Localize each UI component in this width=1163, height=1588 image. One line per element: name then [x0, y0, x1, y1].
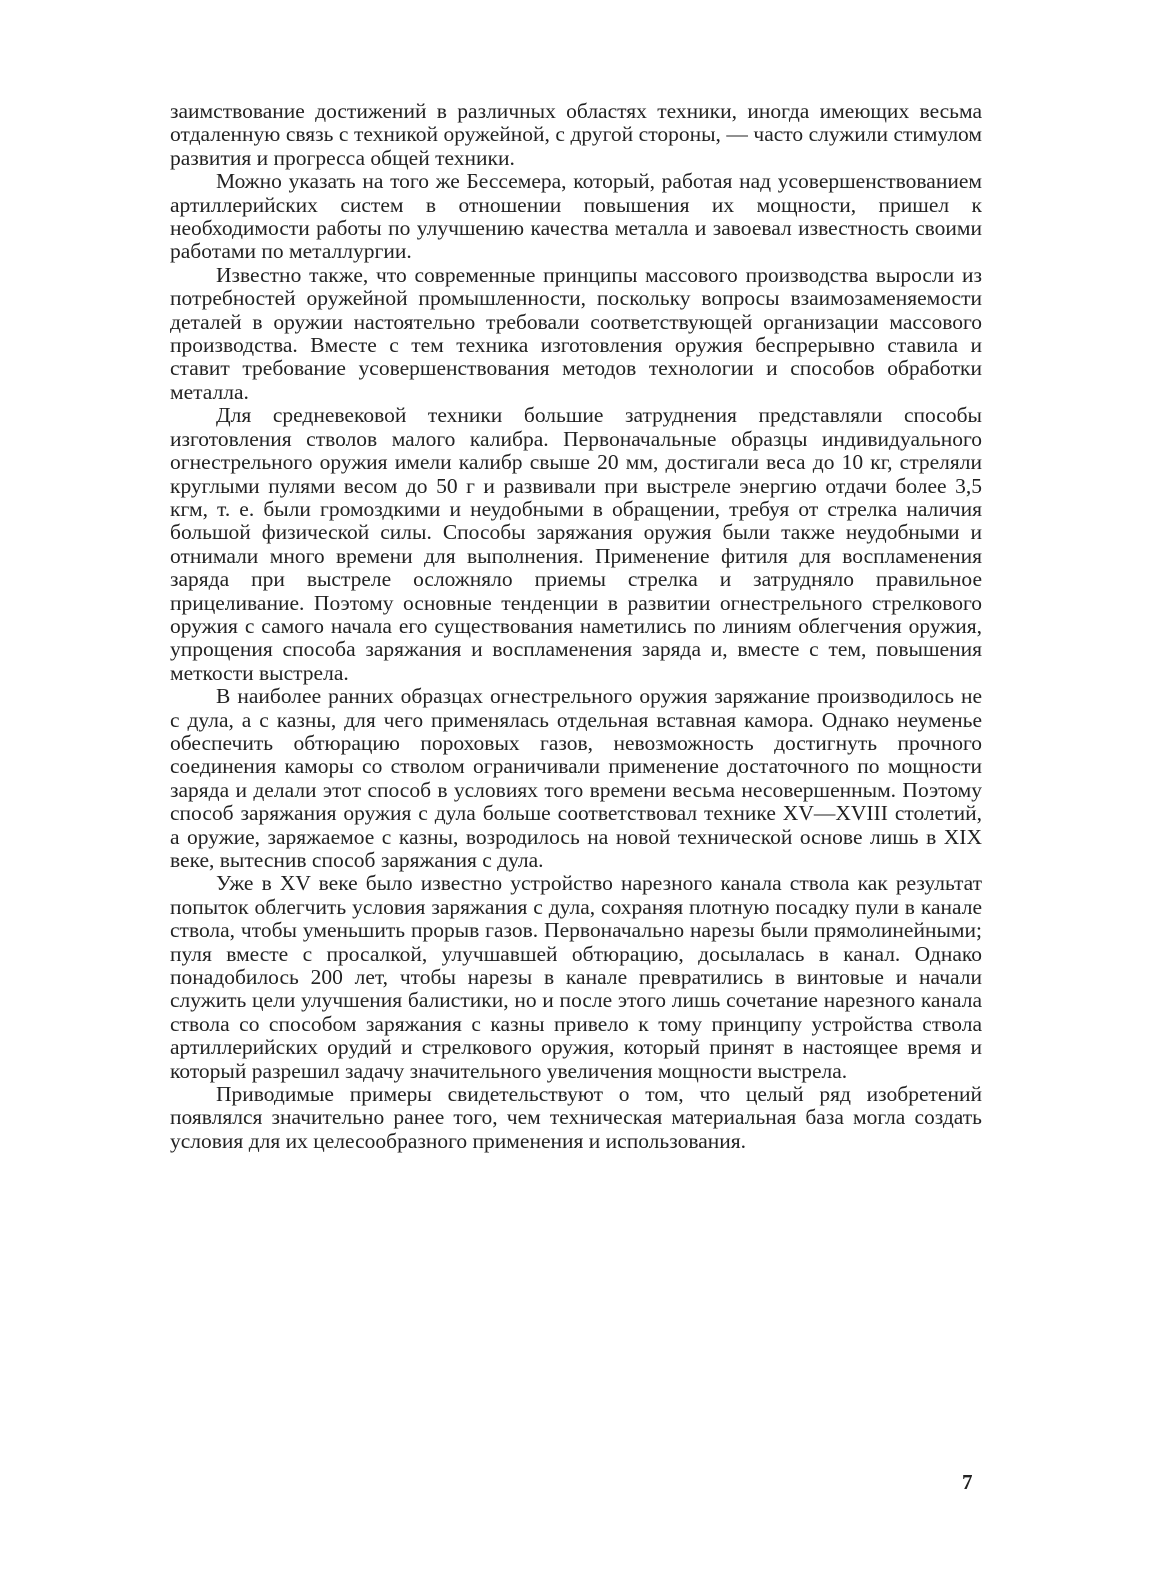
- paragraph-1: заимствование достижений в различных областях техники, иногда имеющих весьма отдаленную связь с техникой оружейной, с другой стороны, — часто служили стимулом развития и прогресса общей техники.: [170, 99, 982, 170]
- page-number: 7: [962, 1470, 973, 1494]
- paragraph-5: В наиболее ранних образцах огнестрельного оружия заряжание производилось не с дула, а с казны, для чего применялась отдельная вставная камора. Однако неуменье обеспечить обтюрацию пороховых газов, невозможность достигнуть прочного соединения каморы со стволом ограничивали применение достаточного по мощности заряда и делали этот способ в условиях того времени весьма несовершенным. Поэтому способ заряжания оружия с дула больше соответствовал технике XV—XVIII столетий, а оружие, заряжаемое с казны, возродилось на новой технической основе лишь в XIX веке, вытеснив способ заряжания с дула.: [170, 684, 982, 872]
- paragraph-4: Для средневековой техники большие затруднения представляли способы изготовления стволов малого калибра. Первоначальные образцы индивидуального огнестрельного оружия имели калибр свыше 20 мм, достигали веса до 10 кг, стреляли круглыми пулями весом до 50 г и развивали при выстреле энергию отдачи более 3,5 кгм, т. е. были громоздкими и неудобными в обращении, требуя от стрелка наличия большой физической силы. Способы заряжания оружия были также неудобными и отнимали много времени для выполнения. Применение фитиля для воспламенения заряда при выстреле осложняло приемы стрелка и затрудняло правильное прицеливание. Поэтому основные тенденции в развитии огнестрельного стрелкового оружия с самого начала его существования наметились по линиям облегчения оружия, упрощения способа заряжания и воспламенения заряда и, вместе с тем, повышения меткости выстрела.: [170, 403, 982, 685]
- paragraph-2: Можно указать на того же Бессемера, который, работая над усовершенствованием артиллерийских систем в отношении повышения их мощности, пришел к необходимости работы по улучшению качества металла и завоевал известность своими работами по металлургии.: [170, 169, 982, 264]
- paragraph-7: Приводимые примеры свидетельствуют о том, что целый ряд изобретений появлялся значительно ранее того, чем техническая материальная база могла создать условия для их целесообразного применения и использования.: [170, 1082, 982, 1153]
- paragraph-6: Уже в XV веке было известно устройство нарезного канала ствола как результат попыток облегчить условия заряжания с дула, сохраняя плотную посадку пули в канале ствола, чтобы уменьшить прорыв газов. Первоначально нарезы были прямолинейными; пуля вместе с просалкой, улучшавшей обтюрацию, досылалась в канал. Однако понадобилось 200 лет, чтобы нарезы в канале превратились в винтовые и начали служить цели улучшения балистики, но и после этого лишь сочетание нарезного канала ствола со способом заряжания с казны привело к тому принципу устройства ствола артиллерийских орудий и стрелкового оружия, который принят в настоящее время и который разрешил задачу значительного увеличения мощности выстрела.: [170, 871, 982, 1083]
- body-text: [170, 100, 982, 1153]
- paragraph-3: Известно также, что современные принципы массового производства выросли из потребностей оружейной промышленности, поскольку вопросы взаимозаменяемости деталей в оружии настоятельно требовали соответствующей организации массового производства. Вместе с тем техника изготовления оружия беспрерывно ставила и ставит требование усовершенствования методов технологии и способов обработки металла.: [170, 262, 982, 404]
